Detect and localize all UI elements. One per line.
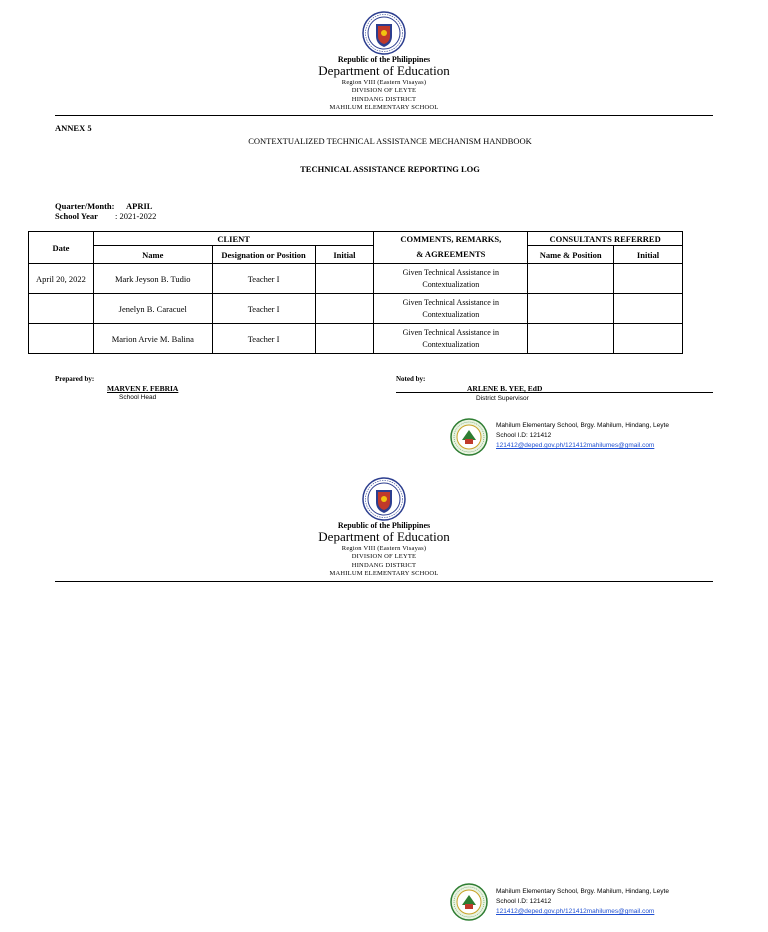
comments-cell: Given Technical Assistance in Contextualization <box>374 264 528 294</box>
division-text: DIVISION OF LEYTE <box>351 553 417 560</box>
school-text: MAHILUM ELEMENTARY SCHOOL <box>329 570 439 577</box>
department-title: Department of Education <box>318 63 450 78</box>
deped-seal-icon <box>362 11 406 55</box>
quarter-label: Quarter/Month: <box>55 201 115 211</box>
school-logo-icon <box>450 883 488 921</box>
school-year-value: : 2021-2022 <box>115 211 157 221</box>
noted-by-name: ARLENE B. YEE, EdD <box>467 384 543 393</box>
date-cell <box>29 324 94 354</box>
consultant-initial-header: Initial <box>614 246 683 264</box>
republic-text: Republic of the Philippines <box>337 521 431 530</box>
footer-address: Mahilum Elementary School, Brgy. Mahilum, Hindang, Leyte <box>496 422 669 429</box>
consultant-name-cell <box>528 294 614 324</box>
initial-cell <box>315 264 374 294</box>
prepared-by-name: MARVEN F. FEBRIA <box>107 384 179 393</box>
comments-header-line2: & AGREEMENTS <box>374 246 528 264</box>
reporting-log-table <box>28 231 683 354</box>
region-text: Region VIII (Eastern Visayas) <box>341 545 427 552</box>
comments-cell: Given Technical Assistance in Contextualization <box>374 294 528 324</box>
date-cell: April 20, 2022 <box>29 264 94 294</box>
handbook-title: CONTEXTUALIZED TECHNICAL ASSISTANCE MECHANISM HANDBOOK <box>248 136 532 146</box>
footer-school-id: School I.D: 121412 <box>496 898 552 905</box>
designation-header: Designation or Position <box>212 246 315 264</box>
school-logo-icon <box>450 418 488 456</box>
region-text: Region VIII (Eastern Visayas) <box>341 79 427 86</box>
designation-cell: Teacher I <box>212 294 315 324</box>
school-year-label: School Year <box>55 211 98 221</box>
footer-address: Mahilum Elementary School, Brgy. Mahilum, Hindang, Leyte <box>496 888 669 895</box>
designation-cell: Teacher I <box>212 324 315 354</box>
date-cell <box>29 294 94 324</box>
annex-label: ANNEX 5 <box>55 123 92 133</box>
designation-cell: Teacher I <box>212 264 315 294</box>
prepared-by-label: Prepared by: <box>55 375 95 383</box>
district-text: HINDANG DISTRICT <box>351 562 417 569</box>
comments-cell: Given Technical Assistance in Contextualization <box>374 324 528 354</box>
client-header: CLIENT <box>93 232 374 246</box>
quarter-value: APRIL <box>126 201 153 211</box>
department-title: Department of Education <box>318 529 450 544</box>
name-header: Name <box>93 246 212 264</box>
consultant-initial-cell <box>614 324 683 354</box>
school-text: MAHILUM ELEMENTARY SCHOOL <box>329 104 439 111</box>
division-text: DIVISION OF LEYTE <box>351 87 417 94</box>
footer-contact-link[interactable]: 121412@deped.gov.ph/121412mahilumes@gmail.com <box>496 442 655 449</box>
deped-seal-icon <box>362 477 406 521</box>
header-divider <box>55 115 713 116</box>
prepared-by-title: School Head <box>119 394 157 401</box>
consultants-header: CONSULTANTS REFERRED <box>528 232 683 246</box>
initial-header: Initial <box>315 246 374 264</box>
table-row <box>29 324 683 354</box>
initial-cell <box>315 294 374 324</box>
comments-header-line1: COMMENTS, REMARKS, <box>374 232 528 246</box>
consultant-initial-cell <box>614 294 683 324</box>
republic-text: Republic of the Philippines <box>337 55 431 64</box>
noted-by-title: District Supervisor <box>476 395 529 402</box>
noted-by-label: Noted by: <box>396 375 426 383</box>
table-row <box>29 294 683 324</box>
consultant-name-cell <box>528 264 614 294</box>
district-text: HINDANG DISTRICT <box>351 96 417 103</box>
log-title: TECHNICAL ASSISTANCE REPORTING LOG <box>300 164 480 174</box>
signature-divider <box>396 392 713 393</box>
header-divider <box>55 581 713 582</box>
footer-contact-link[interactable]: 121412@deped.gov.ph/121412mahilumes@gmail.com <box>496 908 655 915</box>
name-cell: Marion Arvie M. Balina <box>93 324 212 354</box>
table-row <box>29 264 683 294</box>
date-header: Date <box>29 232 94 264</box>
name-cell: Jenelyn B. Caracuel <box>93 294 212 324</box>
consultant-initial-cell <box>614 264 683 294</box>
footer-school-id: School I.D: 121412 <box>496 432 552 439</box>
name-cell: Mark Jeyson B. Tudio <box>93 264 212 294</box>
consultant-name-cell <box>528 324 614 354</box>
consultant-name-header: Name & Position <box>528 246 614 264</box>
initial-cell <box>315 324 374 354</box>
